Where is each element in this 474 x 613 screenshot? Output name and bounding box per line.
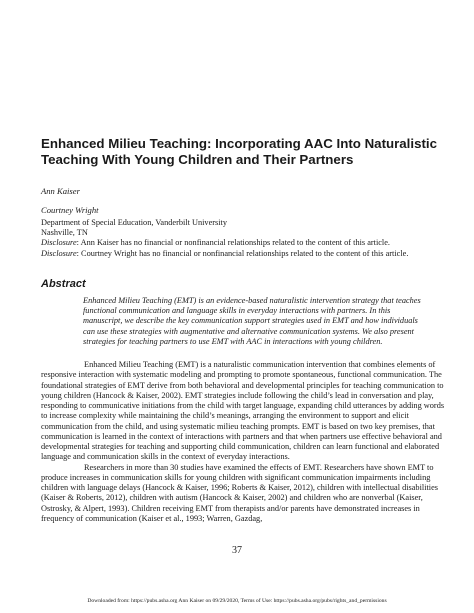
disclosure-label: Disclosure xyxy=(41,248,77,258)
author-name: Courtney Wright xyxy=(41,205,99,215)
disclosure xyxy=(41,238,446,248)
disclosure-text: : Ann Kaiser has no financial or nonfinancial relationships related to the content of this article. xyxy=(76,238,390,248)
body-paragraph: Researchers in more than 30 studies have examined the effects of EMT. Researchers have shown EMT to produce increases in communication skills for young children with significant communication impairments including children with language delays (Hancock & Kaiser, 1996; Roberts & Kaiser, 2012), children with intellectual disabilities (Kaiser & Roberts, 2012), children with autism (Hancock & Kaiser, 2002) and children who are nonverbal (Kaiser, Ostrosky, & Alpert, 1993). Children receiving EMT from therapists and/or parents have demonstrated increases in frequency of communication (Kaiser et al., 1993; Warren, Gazdag, xyxy=(41,462,439,523)
department: Department of Special Education, Vanderbilt University xyxy=(41,218,228,227)
author-name: Ann Kaiser xyxy=(41,186,80,196)
page-number: 37 xyxy=(232,545,242,556)
body-text xyxy=(41,360,449,524)
article-title: Enhanced Milieu Teaching: Incorporating AAC Into Naturalistic Teaching With Young Children and Their Partners xyxy=(41,136,437,167)
location: Nashville, TN xyxy=(41,228,88,238)
body-paragraph: Enhanced Milieu Teaching (EMT) is a naturalistic communication intervention that combines elements of responsive interaction with systematic modeling and prompting to promote spontaneous, functional communication. The foundational strategies of EMT derive from both behavioral and developmental principles for teaching communication to young children (Hancock & Kaiser, 2002). EMT strategies include following the child’s lead in conversation and play, responding to communicative initiations from the child with target language, expanding child utterances by adding words to increase complexity while maintaining the child’s meanings, arranging the environment to support and elicit communication from the child, and using systematic milieu teaching prompts. EMT is based on two key premises, that communication is learned in the context of interactions with partners and that when partners use effective behavioral and developmental strategies for teaching and supporting child communication, children can learn functional and elaborated language and communication skills in the context of everyday interactions. xyxy=(41,360,445,462)
affiliation-block xyxy=(41,218,446,259)
disclosure xyxy=(41,249,446,259)
disclosure-label: Disclosure xyxy=(41,238,77,248)
abstract-text: Enhanced Milieu Teaching (EMT) is an evidence-based naturalistic intervention strategy that teaches functional communication and language skills in everyday interactions with partners. In this manuscript, we describe the key communication support strategies used in EMT and how individuals can use these strategies with augmentative and alternative communication systems. We also present strategies for teaching partners to use EMT with AAC in interactions with young children. xyxy=(83,296,421,346)
disclosure-text: : Courtney Wright has no financial or nonfinancial relationships related to the content of this article. xyxy=(76,248,409,258)
abstract-heading: Abstract xyxy=(41,278,86,290)
download-footer: Downloaded from: https://pubs.asha.org Ann Kaiser on 09/29/2020, Terms of Use: https://pubs.asha.org/pubs/rights_and_permissions xyxy=(87,598,387,604)
